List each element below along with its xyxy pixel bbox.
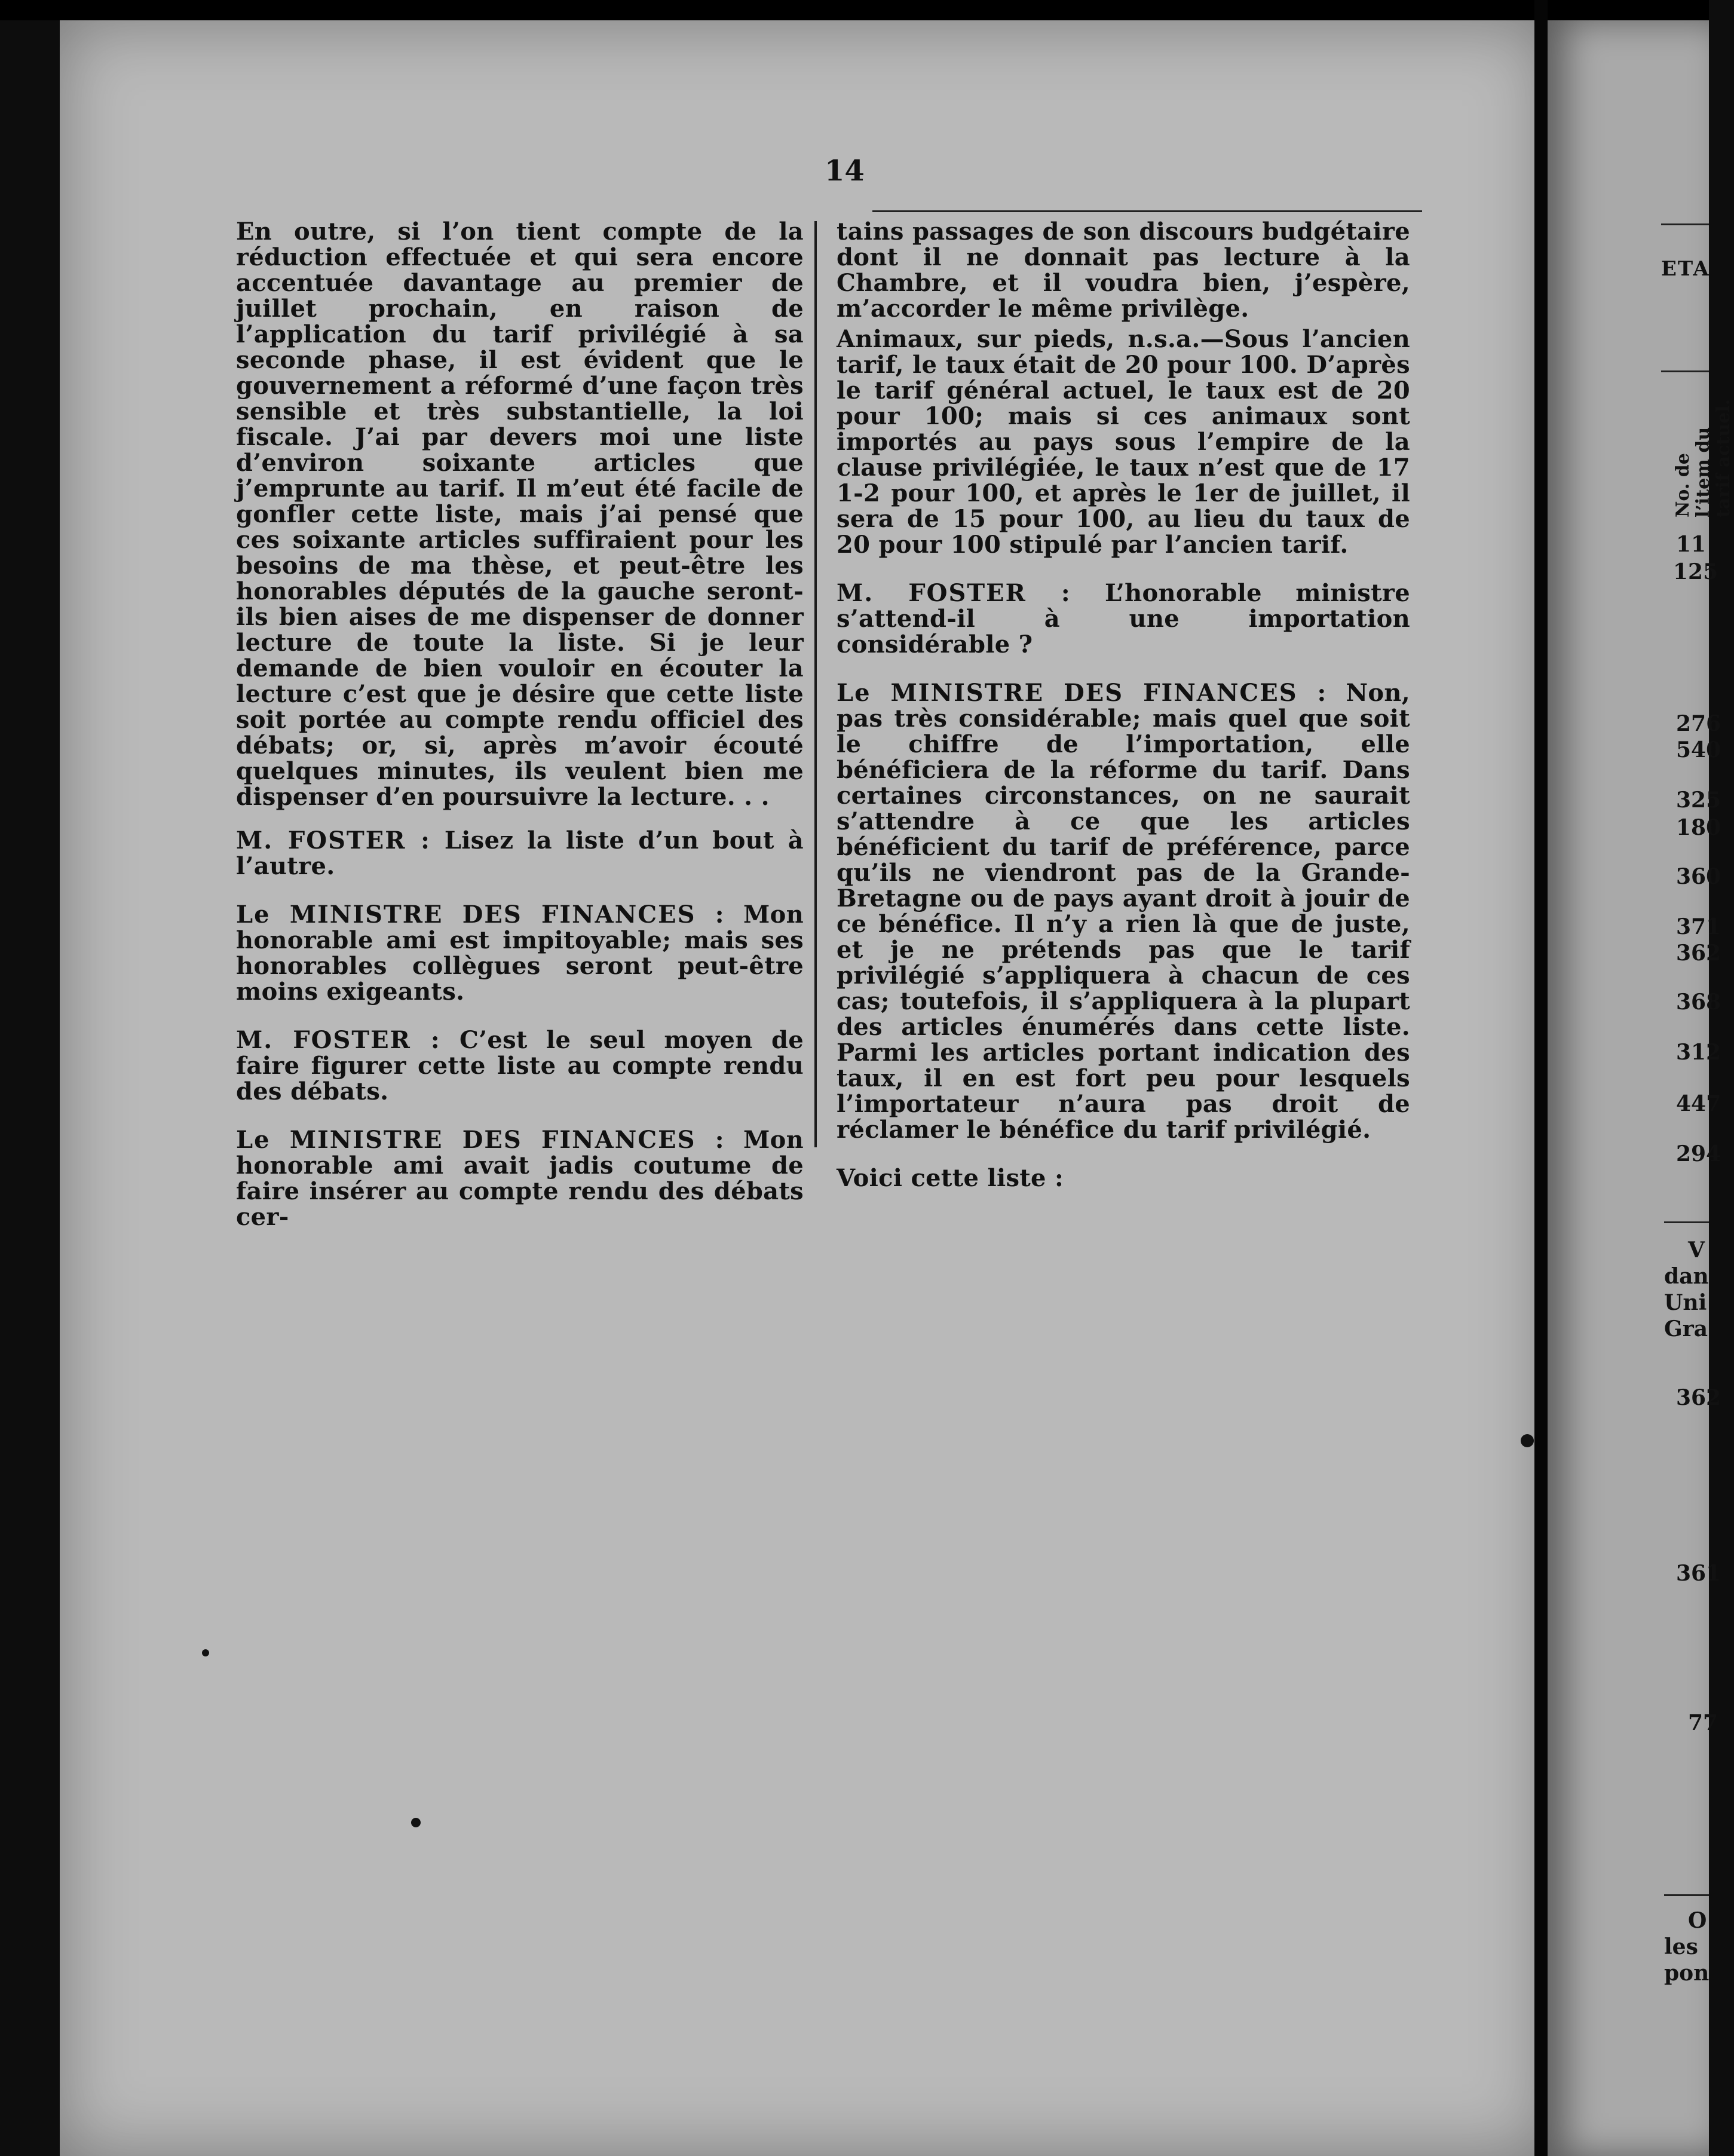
adjacent-page bbox=[1548, 20, 1709, 2156]
item-number: 447 bbox=[1676, 1091, 1721, 1116]
item-number: 276 bbox=[1676, 711, 1721, 736]
item-number: 362 bbox=[1676, 1385, 1721, 1410]
closing-line: Voici cette liste : bbox=[837, 1164, 1064, 1192]
item-number: 11 bbox=[1676, 532, 1707, 557]
item-number: 368 bbox=[1676, 990, 1721, 1015]
item-number: 125 bbox=[1673, 559, 1718, 584]
opening-paragraph: En outre, si l’on tient compte de la réduction effectuée et qui sera encore accentuée davantage au premier de juillet prochain, en raison de l’application du tarif privilégié à sa seconde phase, il est évident que le gouvernement a réformé d’une façon très sensible et très substantielle, la loi fiscale. J’ai par devers moi une liste d’environ soixante articles que j’emprunte au tarif. Il m’eut été facile de gonfler cette liste, mais j’ai pensé que ces soixante articles suffiraient pour les besoins de ma thèse, et peut-être les honorables députés de la gauche seront-ils bien aises de me dispenser de donner lecture de toute la liste. Si je leur demande de bien vouloir en écouter la lecture c’est que je désire que cette liste soit portée au compte rendu officiel des débats; or, si, après m’avoir écouté quelques minutes, ils veulent bien me dispenser d’en poursuivre la lecture. . . bbox=[236, 218, 804, 811]
speaker-label: Le MINISTRE DES FINANCES : bbox=[837, 679, 1328, 707]
next-page-text: O bbox=[1688, 1908, 1707, 1933]
item-number: 325 bbox=[1676, 788, 1721, 813]
next-page-title: ETA bbox=[1661, 257, 1710, 281]
exchange-minister-3 bbox=[837, 680, 1410, 1143]
exchange-minister-2 bbox=[236, 1127, 804, 1230]
speaker-label: M. FOSTER : bbox=[236, 826, 431, 855]
next-page-rule bbox=[1664, 1221, 1709, 1223]
column-header-line: No. de l’item du bbox=[1672, 427, 1714, 517]
speaker-label: M. FOSTER : bbox=[837, 579, 1071, 607]
continuation-paragraph: tains passages de son discours budgétaire dont il ne donnait pas lecture à la Chambre, et il voudra bien, j’espère, m’accorder le même privilège. bbox=[837, 218, 1410, 323]
exchange-minister-1 bbox=[236, 902, 804, 1004]
speech-text: Mon honorable ami avait jadis coutume de faire insérer au compte rendu des débats cer- bbox=[236, 1126, 804, 1231]
speech-text: Non, pas très considérable; mais quel que soit le chiffre de l’importation, elle bénéficiera de la réforme du tarif. Dans certaines circonstances, on ne saurait s’attendre à ce que les articles bénéficient du tarif de préférence, parce qu’ils ne viendront pas de la Grande-Bretagne ou de pays ayant droit à jouir de ce bénéfice. Il n’y a rien là que de juste, et je ne prétends pas que le tarif privilégié s’appliquera à chacun de ces cas; toutefois, il s’appliquera à la plupart des articles énumérés dans cette liste. Parmi les articles portant indication des taux, il en est fort peu pour lesquels l’importateur n’aura pas droit de réclamer le bénéfice du tarif privilégié. bbox=[837, 679, 1410, 1144]
item-number: 294 bbox=[1676, 1141, 1721, 1166]
right-column bbox=[837, 219, 1410, 1214]
page-number: 14 bbox=[825, 154, 865, 188]
ink-speck bbox=[411, 1818, 421, 1827]
exchange-foster-3 bbox=[837, 580, 1410, 657]
next-page-rule bbox=[1661, 223, 1709, 225]
book-gutter bbox=[1534, 0, 1548, 2156]
left-column bbox=[236, 219, 804, 1252]
next-page-rule bbox=[1661, 370, 1709, 372]
item-number: 360 bbox=[1676, 864, 1721, 889]
animals-paragraph: Animaux, sur pieds, n.s.a.—Sous l’ancien tarif, le taux était de 20 pour 100. D’après le tarif général actuel, le taux est de 20 pour 100; mais si ces animaux sont importés au pays sous l’empire de la clause privilégiée, le taux n’est que de 17 1-2 pour 100, et après le 1er de juillet, il sera de 15 pour 100, au lieu du taux de 20 pour 100 stipulé par l’ancien tarif. bbox=[837, 325, 1410, 559]
speech-text: C’est le seul moyen de faire figurer cette liste au compte rendu des débats. bbox=[236, 1026, 804, 1105]
speaker-label: M. FOSTER : bbox=[236, 1026, 441, 1054]
speaker-label: Le MINISTRE DES FINANCES : bbox=[236, 1126, 725, 1154]
header-rule bbox=[872, 210, 1422, 212]
ink-speck bbox=[202, 1649, 209, 1656]
next-page-text: les bbox=[1664, 1934, 1698, 1959]
speech-text: L’honorable ministre s’attend-il à une importation considérable ? bbox=[837, 579, 1410, 659]
exchange-foster-2 bbox=[236, 1027, 804, 1104]
speech-text: Mon honorable ami est impitoyable; mais ses honorables collègues seront peut-être moins exigeants. bbox=[236, 901, 804, 1006]
exchange-foster-1 bbox=[236, 828, 804, 879]
speaker-label: Le MINISTRE DES FINANCES : bbox=[236, 901, 725, 929]
next-page-text: Uni bbox=[1664, 1290, 1707, 1315]
speech-text: Lisez la liste d’un bout à l’autre. bbox=[236, 826, 804, 880]
next-page-text: V bbox=[1688, 1238, 1705, 1263]
item-number: 312 bbox=[1676, 1040, 1721, 1065]
item-number: 180 bbox=[1676, 815, 1721, 840]
next-page-text: dan bbox=[1664, 1264, 1709, 1289]
next-page-column-header bbox=[1673, 398, 1734, 517]
next-page-text: Gra bbox=[1664, 1316, 1708, 1342]
next-page-text: pon bbox=[1664, 1961, 1710, 1986]
scan-top-border bbox=[0, 0, 1709, 20]
item-number: 371 bbox=[1676, 914, 1721, 939]
item-number: 362 bbox=[1676, 941, 1721, 966]
column-divider bbox=[814, 221, 817, 1147]
next-page-rule bbox=[1664, 1894, 1709, 1896]
ink-speck bbox=[1521, 1434, 1534, 1447]
item-number: 540 bbox=[1676, 737, 1721, 762]
item-number: 77 bbox=[1688, 1710, 1718, 1735]
item-number: 361 bbox=[1676, 1561, 1721, 1586]
column-header-line: tarif actuel. bbox=[1713, 399, 1734, 517]
